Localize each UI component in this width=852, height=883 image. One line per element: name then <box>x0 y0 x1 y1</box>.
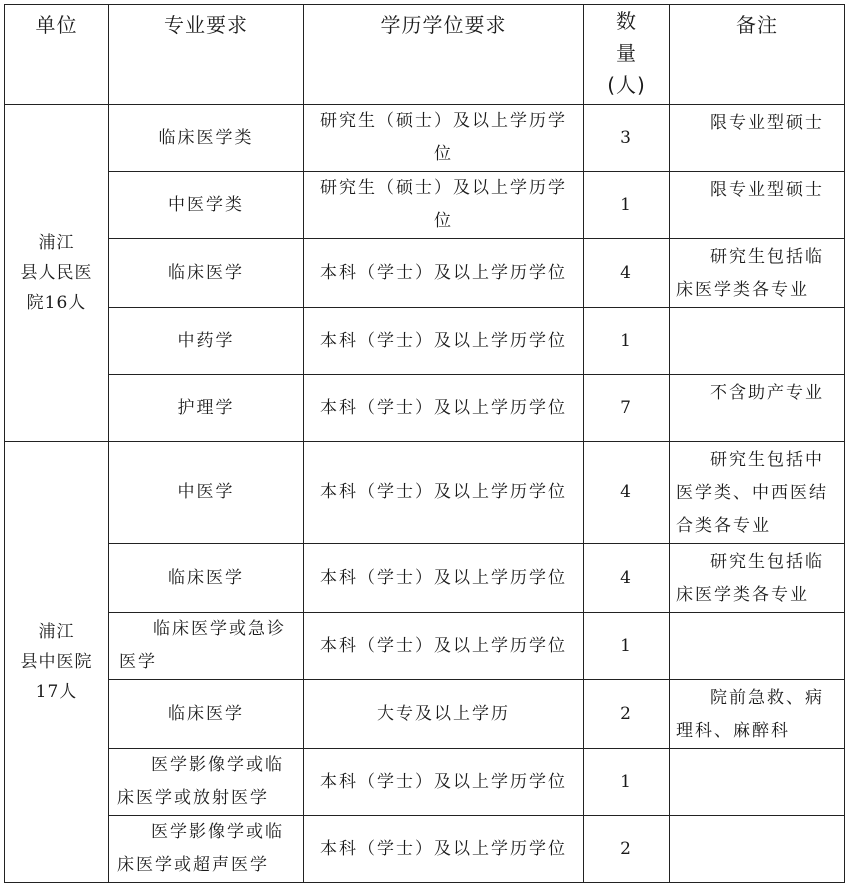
count-cell: 4 <box>584 442 670 544</box>
major-cell: 护理学 <box>109 375 304 442</box>
note-cell <box>670 749 845 816</box>
header-count: 数 量 (人) <box>584 5 670 105</box>
note-cell <box>670 613 845 680</box>
table-row <box>5 816 845 883</box>
recruitment-table <box>4 4 845 883</box>
major-cell: 医学影像学或临床医学或放射医学 <box>109 749 304 816</box>
note-cell: 研究生包括临床医学类各专业 <box>670 544 845 613</box>
table-row <box>5 442 845 544</box>
table-row <box>5 172 845 239</box>
education-cell: 本科（学士）及以上学历学位 <box>304 816 584 883</box>
count-cell: 2 <box>584 680 670 749</box>
major-cell: 中医学类 <box>109 172 304 239</box>
count-cell: 4 <box>584 544 670 613</box>
unit-cell: 浦江 县中医院 17人 <box>5 442 109 883</box>
table-row <box>5 680 845 749</box>
header-row <box>5 5 845 105</box>
note-cell <box>670 816 845 883</box>
major-cell: 临床医学 <box>109 680 304 749</box>
table-row <box>5 105 845 172</box>
major-cell: 临床医学 <box>109 544 304 613</box>
count-cell: 1 <box>584 749 670 816</box>
header-note: 备注 <box>670 5 845 105</box>
major-cell: 中药学 <box>109 308 304 375</box>
table-row <box>5 544 845 613</box>
education-cell: 本科（学士）及以上学历学位 <box>304 749 584 816</box>
education-cell: 大专及以上学历 <box>304 680 584 749</box>
header-education: 学历学位要求 <box>304 5 584 105</box>
note-cell: 研究生包括中医学类、中西医结合类各专业 <box>670 442 845 544</box>
table-row <box>5 308 845 375</box>
education-cell: 本科（学士）及以上学历学位 <box>304 239 584 308</box>
major-cell: 临床医学 <box>109 239 304 308</box>
table-row <box>5 239 845 308</box>
count-cell: 4 <box>584 239 670 308</box>
major-cell: 医学影像学或临床医学或超声医学 <box>109 816 304 883</box>
education-cell: 研究生（硕士）及以上学历学位 <box>304 172 584 239</box>
count-cell: 1 <box>584 172 670 239</box>
major-cell: 中医学 <box>109 442 304 544</box>
education-cell: 研究生（硕士）及以上学历学位 <box>304 105 584 172</box>
count-cell: 1 <box>584 308 670 375</box>
major-cell: 临床医学或急诊医学 <box>109 613 304 680</box>
major-cell: 临床医学类 <box>109 105 304 172</box>
education-cell: 本科（学士）及以上学历学位 <box>304 308 584 375</box>
count-cell: 2 <box>584 816 670 883</box>
note-cell: 限专业型硕士 <box>670 172 845 239</box>
note-cell: 不含助产专业 <box>670 375 845 442</box>
unit-cell: 浦江 县人民医 院16人 <box>5 105 109 442</box>
table-row <box>5 375 845 442</box>
education-cell: 本科（学士）及以上学历学位 <box>304 375 584 442</box>
education-cell: 本科（学士）及以上学历学位 <box>304 442 584 544</box>
header-major: 专业要求 <box>109 5 304 105</box>
education-cell: 本科（学士）及以上学历学位 <box>304 613 584 680</box>
count-cell: 7 <box>584 375 670 442</box>
note-cell <box>670 308 845 375</box>
table-row <box>5 749 845 816</box>
note-cell: 院前急救、病理科、麻醉科 <box>670 680 845 749</box>
table-row <box>5 613 845 680</box>
count-cell: 1 <box>584 613 670 680</box>
header-unit: 单位 <box>5 5 109 105</box>
education-cell: 本科（学士）及以上学历学位 <box>304 544 584 613</box>
note-cell: 研究生包括临床医学类各专业 <box>670 239 845 308</box>
count-cell: 3 <box>584 105 670 172</box>
note-cell: 限专业型硕士 <box>670 105 845 172</box>
